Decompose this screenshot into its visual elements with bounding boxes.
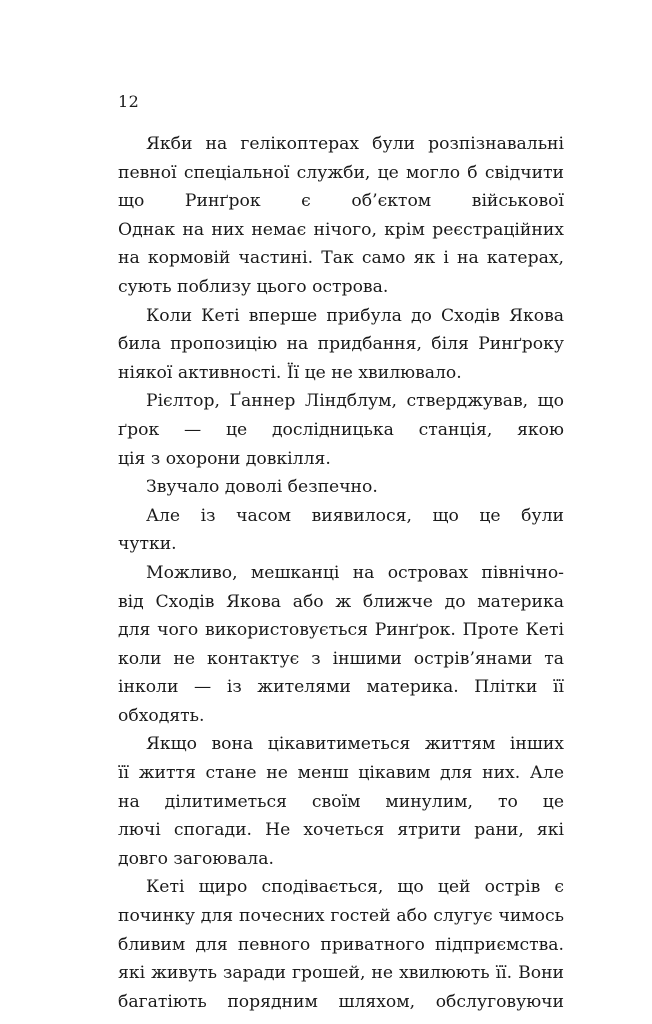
- text-line: Однак на них немає нічого, крім реєстраційних: [118, 219, 564, 240]
- text-line: на кормовій частині. Так само як і на катерах,: [118, 248, 564, 269]
- text-line: бливим для певного приватного підприємства.: [118, 934, 564, 955]
- text-line: Якщо вона цікавитиметься життям інших: [146, 734, 564, 755]
- text-line: чутки.: [118, 534, 177, 555]
- text-line: обходять.: [118, 705, 205, 726]
- text-line: ґрок — це дослідницька станція, якою: [118, 419, 564, 440]
- text-line: для чого використовується Ринґрок. Проте Кеті: [118, 620, 564, 641]
- text-line: які живуть заради грошей, не хвилюють її. Вони: [118, 963, 564, 984]
- text-line: на ділитиметься своїм минулим, то це: [118, 791, 564, 812]
- page-number: 12: [118, 92, 140, 111]
- text-line: Якби на гелікоптерах були розпізнавальні: [146, 134, 564, 154]
- body-text: [118, 130, 564, 1016]
- text-line: сують поблизу цього острова.: [118, 276, 389, 297]
- text-line: Коли Кеті вперше прибула до Сходів Якова: [146, 305, 564, 326]
- text-line: лючі спогади. Не хочеться ятрити рани, які: [118, 820, 564, 841]
- text-line: багатіють порядним шляхом, обслуговуючи: [118, 991, 564, 1012]
- text-line: що Ринґрок є об’єктом військової: [118, 191, 564, 212]
- text-line: її життя стане не менш цікавим для них. Але: [118, 763, 564, 784]
- text-line: починку для почесних гостей або слугує чимось: [118, 906, 564, 927]
- text-line: била пропозицію на придбання, біля Ринґроку: [118, 334, 564, 355]
- text-line: інколи — із жителями материка. Плітки її: [118, 677, 564, 698]
- text-line: Рієлтор, Ґаннер Ліндблум, стверджував, що: [146, 391, 564, 412]
- text-line: Звучало доволі безпечно.: [146, 477, 378, 498]
- text-line: певної спеціальної служби, це могло б свідчити: [118, 162, 564, 183]
- text-line: ніякої активності. Її це не хвилювало.: [118, 362, 462, 383]
- text-line: коли не контактує з іншими острів’янами та: [118, 648, 564, 669]
- text-line: Можливо, мешканці на островах північно-: [146, 562, 564, 583]
- text-line: Кеті щиро сподівається, що цей острів є: [146, 877, 564, 898]
- text-line: від Сходів Якова або ж ближче до материка: [118, 591, 564, 612]
- text-line: довго загоювала.: [118, 848, 274, 869]
- text-line: ція з охорони довкілля.: [118, 448, 331, 469]
- text-line: Але із часом виявилося, що це були: [146, 505, 564, 526]
